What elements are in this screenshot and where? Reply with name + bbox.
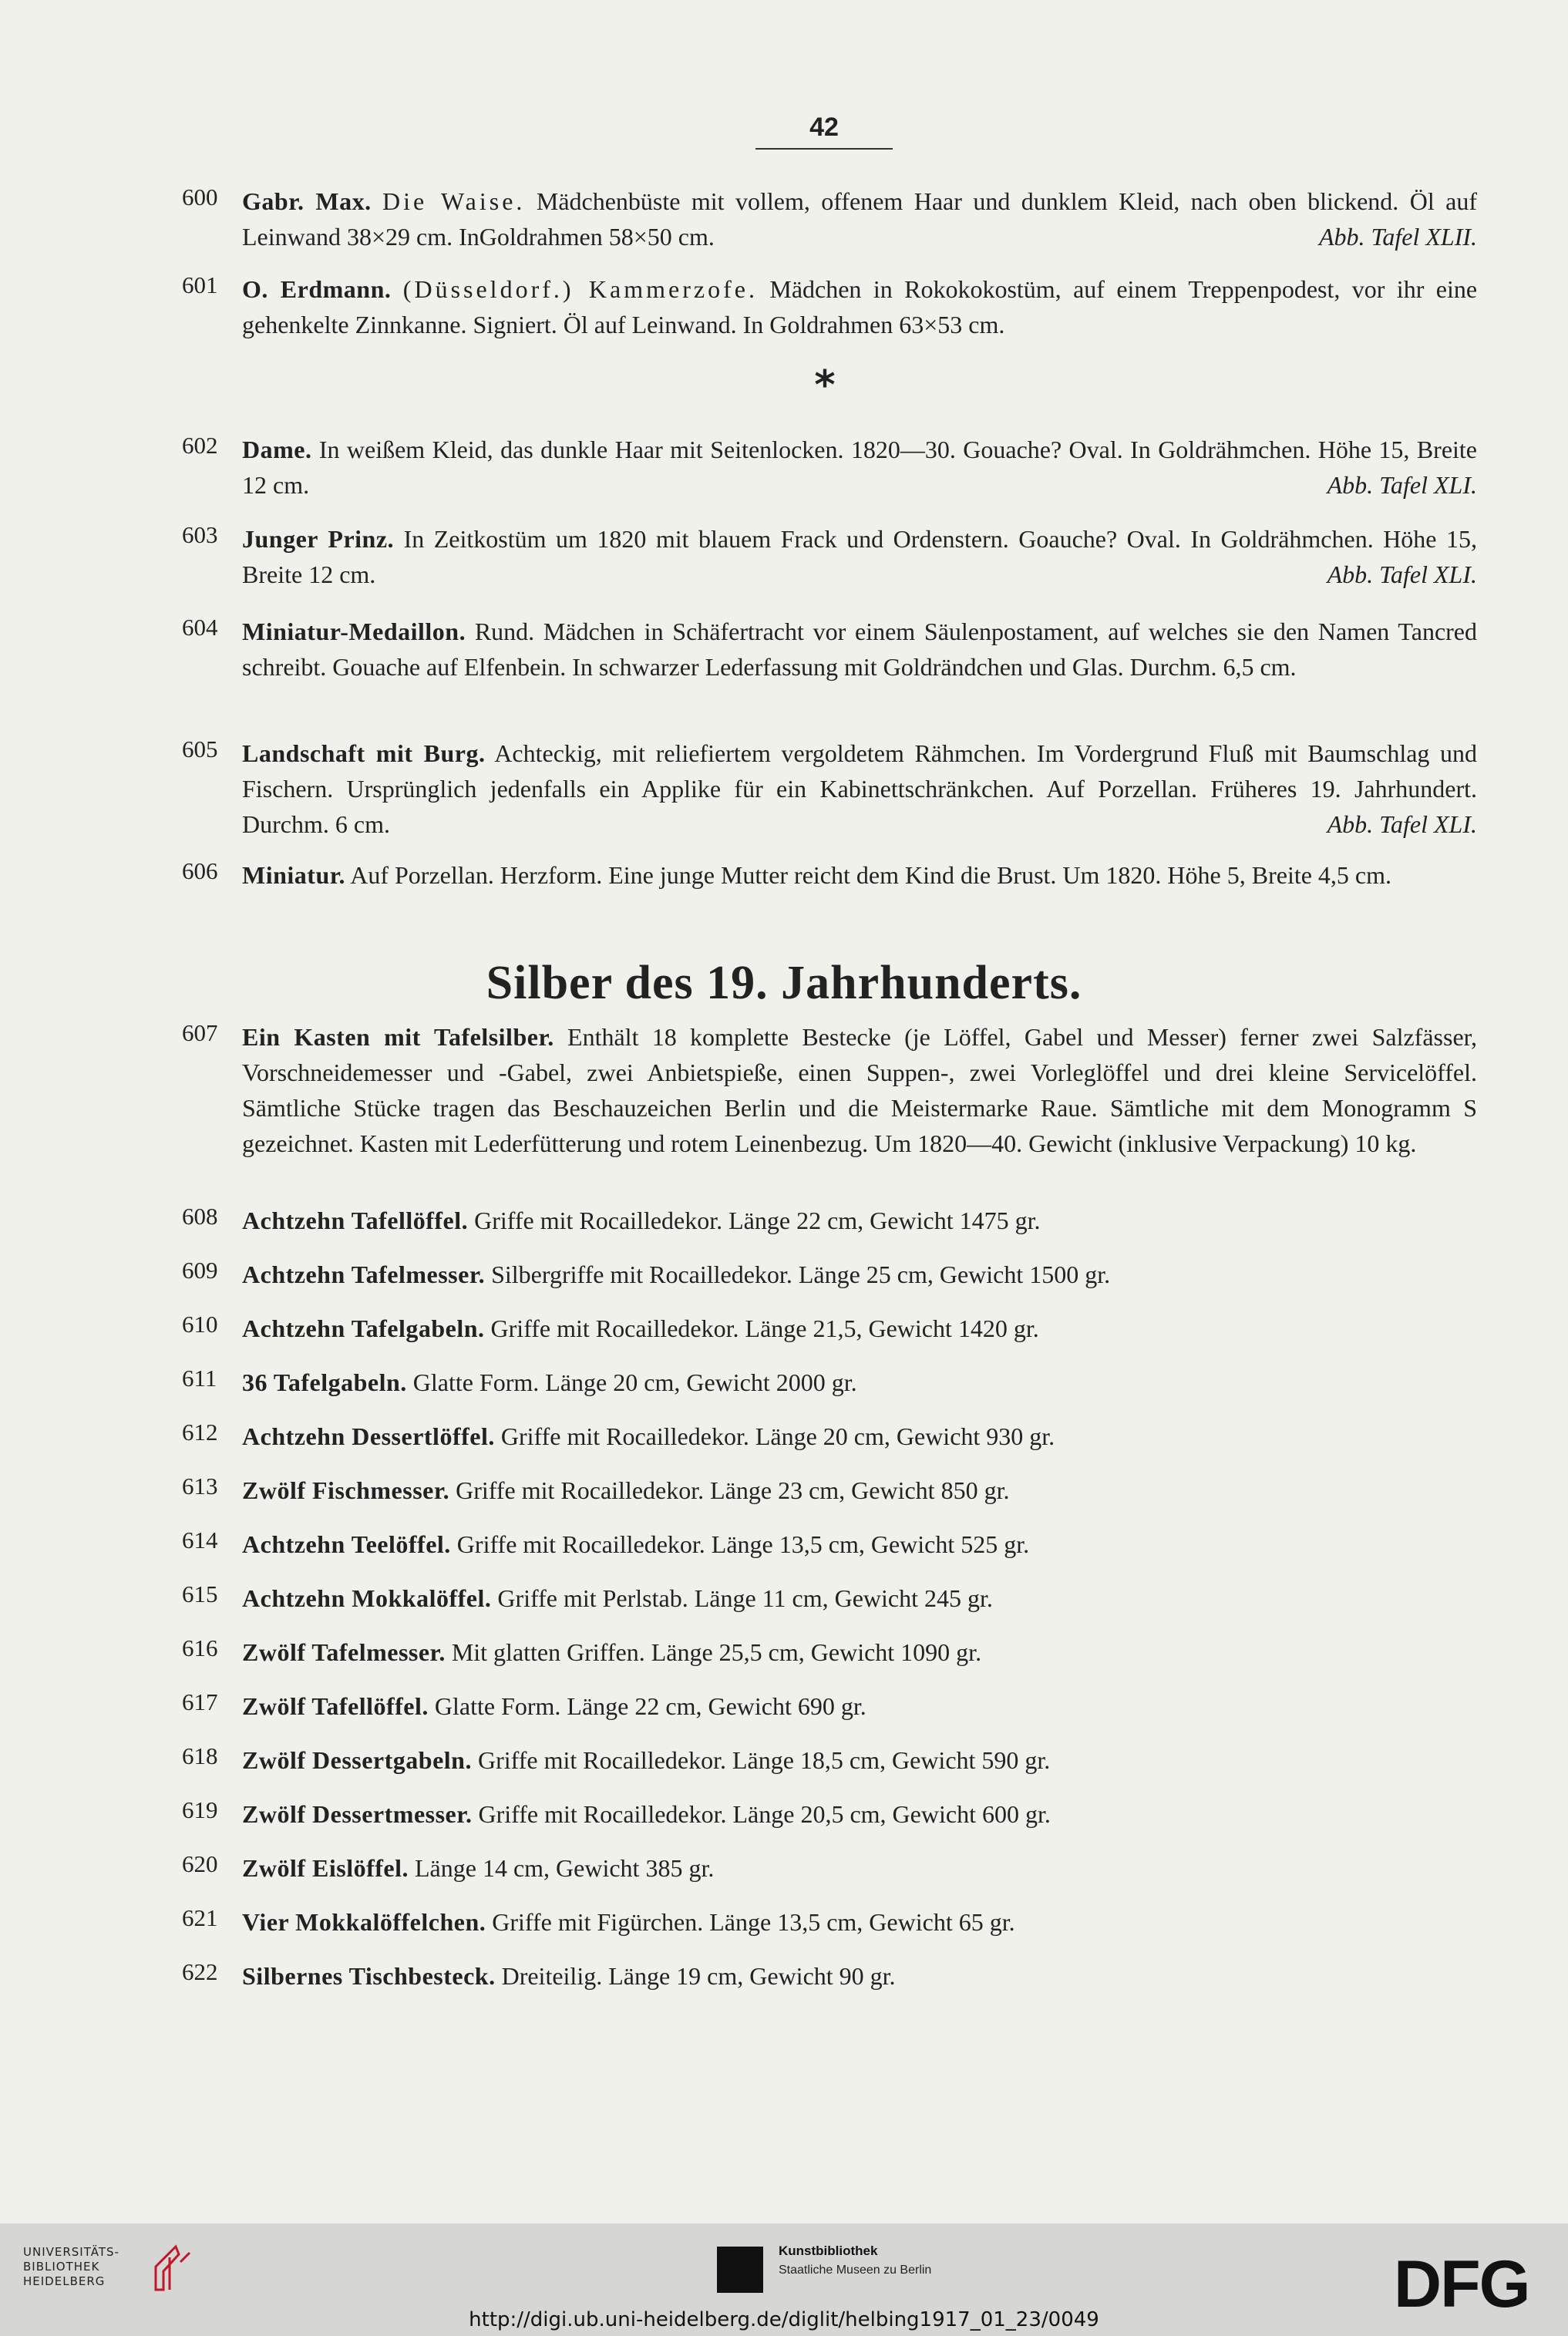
entry-name: Miniatur. [242,861,345,889]
entry-text: Griffe mit Rocailledekor. Länge 21,5, Gewicht 1420 gr. [490,1314,1039,1342]
entry-number: 611 [182,1365,217,1392]
entry-number: 608 [182,1203,218,1230]
entry-name: Achtzehn Mokkalöffel. [242,1584,492,1612]
entry-body [242,521,1477,592]
entry-number: 602 [182,432,218,459]
entry-text: Mädchen in Rokokokostüm, auf einem Treppenpodest, vor ihr eine gehenkelte Zinnkanne. Signiert. Öl auf Leinwand. In Goldrahmen 63×53 cm. [242,275,1478,338]
entry-plate-ref: Abb. Tafel XLI. [1327,560,1477,588]
entry-body [242,1419,1477,1454]
entry-body [242,735,1477,842]
viewer-footer [0,2223,1568,2336]
entry-name: Achtzehn Teelöffel. [242,1530,451,1558]
catalog-entry [182,1203,1477,1238]
entry-name: Junger Prinz. [242,525,395,553]
entry-body [242,1850,1477,1886]
entry-number: 614 [182,1526,218,1553]
entry-body [242,1796,1477,1832]
entry-body [242,1473,1477,1508]
entry-text: Enthält 18 komplette Bestecke (je Löffel, Gabel und Messer) ferner zwei Salzfässer, Vorschneidemesser und -Gabel, zwei Anbietspieße, einen Suppen-, zwei Vorleglöffel und drei kleine Servicelöffel. Sämtliche Stücke tragen das Beschauzeichen Berlin und die Meistermarke Raue. Sämtliche mit dem Monogramm S gezeichnet. Kasten mit Lederfütterung und rotem Leinenbezug. Um 1820—40. Gewicht (inklusive Verpackung) 10 kg. [242,1023,1478,1157]
entry-plate-ref: Abb. Tafel XLI. [1327,810,1477,838]
kunstbibliothek-logo[interactable] [717,2240,964,2302]
entry-name: Landschaft mit Burg. [242,739,486,767]
entry-body [242,1634,1477,1670]
entry-body [242,614,1477,685]
entry-name: Silbernes Tischbesteck. [242,1962,496,1990]
entry-body [242,1526,1477,1562]
entry-number: 605 [182,735,218,762]
catalog-entry [182,614,1477,685]
page-number-rule [755,148,893,150]
catalog-entry [182,183,1477,254]
entry-text: Griffe mit Rocailledekor. Länge 13,5 cm, Gewicht 525 gr. [456,1530,1030,1558]
catalog-entry [182,271,1477,342]
entry-body [242,1019,1477,1161]
entry-number: 613 [182,1473,218,1500]
entry-title: Die Waise. [382,187,526,215]
entry-text: Griffe mit Rocailledekor. Länge 20 cm, Gewicht 930 gr. [500,1422,1055,1450]
uni-logo-line: UNIVERSITÄTS- [23,2245,119,2259]
university-library-logo[interactable] [23,2245,193,2289]
entry-body [242,1580,1477,1616]
entry-number: 617 [182,1688,218,1715]
entry-text: Achteckig, mit reliefiertem vergoldetem Rähmchen. Im Vordergrund Fluß mit Baumschlag und Fischern. Ursprünglich jedenfalls ein Applike für ein Kabinettschränkchen. Auf Porzellan. Früheres 19. Jahrhundert. Durchm. 6 cm. [242,739,1478,838]
entry-plate-ref: Abb. Tafel XLII. [1318,223,1477,251]
entry-artist: O. Erdmann. [242,275,392,303]
entry-name: Zwölf Dessertgabeln. [242,1746,472,1774]
entry-name: 36 Tafelgabeln. [242,1368,407,1396]
entry-body [242,857,1477,893]
entry-body [242,1688,1477,1724]
dfg-logo[interactable]: DFG [1394,2247,1529,2321]
section-heading: Silber des 19. Jahrhunderts. [486,957,1082,1009]
entry-name: Achtzehn Tafelgabeln. [242,1314,485,1342]
catalog-entry [182,735,1477,842]
entry-plate-ref: Abb. Tafel XLI. [1327,471,1477,499]
entry-number: 618 [182,1742,218,1769]
heidelberg-emblem-icon [146,2243,193,2293]
entry-body [242,1257,1477,1292]
catalog-entry [182,857,1477,893]
catalog-entry [182,1850,1477,1886]
entry-number: 600 [182,183,218,210]
catalog-entry [182,1742,1477,1778]
entry-body [242,271,1477,342]
entry-text: Auf Porzellan. Herzform. Eine junge Mutter reicht dem Kind die Brust. Um 1820. Höhe 5, Breite 4,5 cm. [350,861,1392,889]
entry-number: 609 [182,1257,218,1284]
section-separator: * [814,362,836,409]
catalog-entry [182,432,1477,503]
entry-text: Griffe mit Figürchen. Länge 13,5 cm, Gewicht 65 gr. [492,1908,1015,1936]
entry-text: Glatte Form. Länge 22 cm, Gewicht 690 gr. [434,1692,866,1720]
entry-name: Ein Kasten mit Tafelsilber. [242,1023,554,1051]
entry-name: Achtzehn Dessertlöffel. [242,1422,495,1450]
entry-body [242,1904,1477,1940]
entry-number: 615 [182,1580,218,1607]
entry-name: Zwölf Tafellöffel. [242,1692,429,1720]
entry-number: 606 [182,857,218,884]
entry-name: Zwölf Tafelmesser. [242,1638,446,1666]
entry-name: Zwölf Fischmesser. [242,1476,450,1504]
uni-logo-line: BIBLIOTHEK [23,2260,100,2274]
catalog-entry [182,1419,1477,1454]
catalog-entry [182,1634,1477,1670]
entry-number: 610 [182,1311,218,1338]
kb-name: Kunstbibliothek [779,2243,878,2258]
entry-text: Rund. Mädchen in Schäfertracht vor einem Säulenpostament, auf welches sie den Namen Tancred schreibt. Gouache auf Elfenbein. In schwarzer Lederfassung mit Goldrändchen und Glas. Durchm. 6,5 cm. [242,618,1478,681]
entry-number: 620 [182,1850,218,1877]
catalog-entry [182,1796,1477,1832]
entry-title: (Düsseldorf.) Kammerzofe. [402,275,758,303]
entry-text: Griffe mit Rocailledekor. Länge 22 cm, Gewicht 1475 gr. [474,1207,1041,1234]
entry-text: Dreiteilig. Länge 19 cm, Gewicht 90 gr. [501,1962,896,1990]
entry-name: Zwölf Eislöffel. [242,1854,409,1882]
entry-artist: Gabr. Max. [242,187,372,215]
catalog-entry [182,1365,1477,1400]
entry-number: 612 [182,1419,218,1446]
entry-name: Dame. [242,436,312,463]
entry-text: Länge 14 cm, Gewicht 385 gr. [414,1854,715,1882]
entry-name: Achtzehn Tafellöffel. [242,1207,469,1234]
catalog-entry [182,521,1477,592]
uni-logo-line: HEIDELBERG [23,2274,106,2288]
entry-text: Mädchenbüste mit vollem, offenem Haar und dunklem Kleid, nach oben blickend. Öl auf Leinwand 38×29 cm. InGoldrahmen 58×50 cm. [242,187,1478,251]
entry-body [242,432,1477,503]
catalog-entry [182,1257,1477,1292]
entry-text: Griffe mit Rocailledekor. Länge 23 cm, Gewicht 850 gr. [456,1476,1010,1504]
entry-number: 616 [182,1634,218,1661]
catalog-entry [182,1904,1477,1940]
entry-body [242,1311,1477,1346]
permalink-url[interactable]: http://digi.ub.uni-heidelberg.de/diglit/helbing1917_01_23/0049 [469,2308,1099,2331]
catalog-entry [182,1019,1477,1161]
kb-subtitle: Staatliche Museen zu Berlin [779,2264,932,2277]
entry-body [242,1742,1477,1778]
kunstbibliothek-mark-icon [717,2247,763,2293]
catalog-entry [182,1526,1477,1562]
catalog-entry [182,1688,1477,1724]
entry-text: Griffe mit Rocailledekor. Länge 20,5 cm, Gewicht 600 gr. [478,1800,1051,1828]
entry-number: 619 [182,1796,218,1823]
entry-name: Vier Mokkalöffelchen. [242,1908,486,1936]
entry-body [242,1203,1477,1238]
entry-body [242,183,1477,254]
catalog-entry [182,1311,1477,1346]
entry-name: Achtzehn Tafelmesser. [242,1261,486,1288]
entry-text: Glatte Form. Länge 20 cm, Gewicht 2000 gr. [412,1368,857,1396]
entry-name: Zwölf Dessertmesser. [242,1800,473,1828]
entry-text: Silbergriffe mit Rocailledekor. Länge 25 cm, Gewicht 1500 gr. [491,1261,1111,1288]
page-number: 42 [809,113,839,142]
entry-text: Mit glatten Griffen. Länge 25,5 cm, Gewicht 1090 gr. [451,1638,982,1666]
entry-number: 603 [182,521,218,548]
catalog-entry [182,1473,1477,1508]
entry-name: Miniatur-Medaillon. [242,618,466,645]
entry-number: 622 [182,1958,218,1985]
entry-text: In weißem Kleid, das dunkle Haar mit Seitenlocken. 1820—30. Gouache? Oval. In Goldrähmchen. Höhe 15, Breite 12 cm. [242,436,1478,499]
entry-number: 607 [182,1019,218,1046]
entry-number: 601 [182,271,218,298]
entry-body [242,1365,1477,1400]
entry-number: 604 [182,614,218,641]
catalog-entry [182,1580,1477,1616]
entry-text: In Zeitkostüm um 1820 mit blauem Frack und Ordenstern. Goauche? Oval. In Goldrähmchen. Höhe 15, Breite 12 cm. [242,525,1478,588]
entry-number: 621 [182,1904,218,1931]
catalog-entry [182,1958,1477,1994]
entry-body [242,1958,1477,1994]
entry-text: Griffe mit Perlstab. Länge 11 cm, Gewicht 245 gr. [497,1584,993,1612]
entry-text: Griffe mit Rocailledekor. Länge 18,5 cm, Gewicht 590 gr. [477,1746,1051,1774]
